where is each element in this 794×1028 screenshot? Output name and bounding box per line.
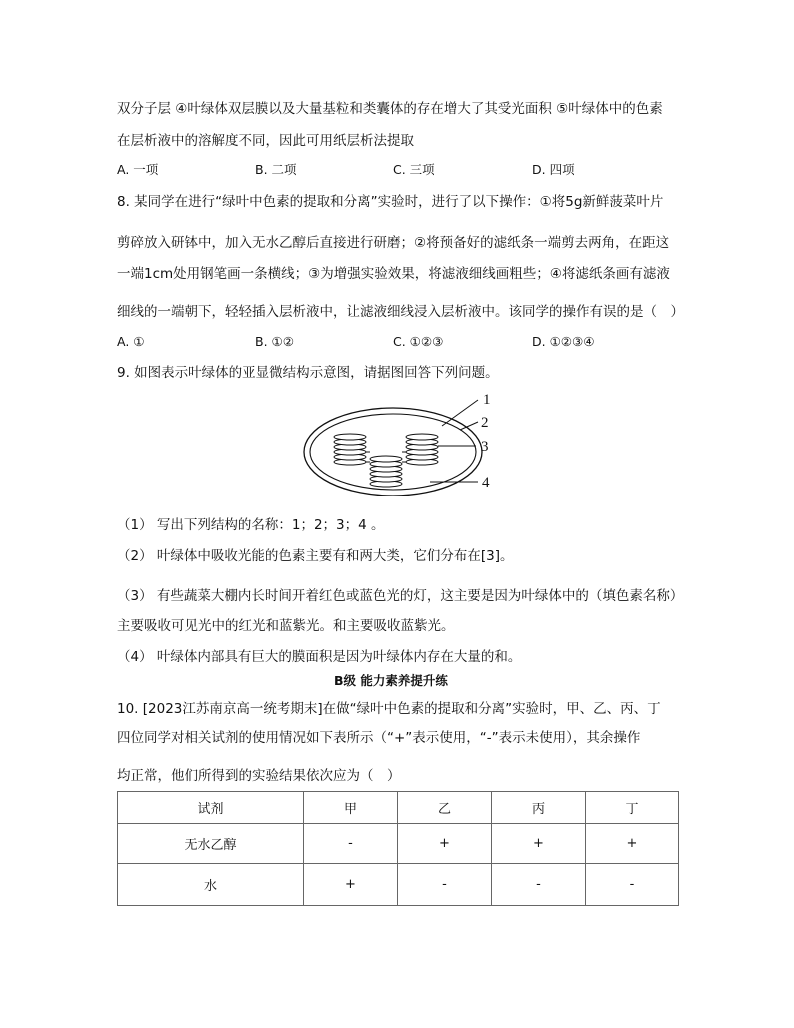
table-cell: 无水乙醇 [118,824,304,864]
q8-option-a: A. ① [117,334,145,349]
table-cell: + [304,864,398,906]
table-header-cell: 甲 [304,792,398,824]
figure-label-4: 4 [482,475,490,491]
leader-line-1 [442,400,478,426]
table-cell: - [398,864,492,906]
q8-option-c: C. ①②③ [393,334,444,349]
q7-option-b: B. 二项 [255,162,297,177]
table-header-cell: 试剂 [118,792,304,824]
q9-sub2: （2） 叶绿体中吸收光能的色素主要有和两大类，它们分布在[3]。 [117,548,514,564]
q9-sub4: （4） 叶绿体内部具有巨大的膜面积是因为叶绿体内存在大量的和。 [117,649,522,665]
q7-text-line1: 双分子层 ④叶绿体双层膜以及大量基粒和类囊体的存在增大了其受光面积 ⑤叶绿体中的色素 [117,101,663,117]
q10-text-line3: 均正常，他们所得到的实验结果依次应为（ ） [117,768,401,784]
table-header-cell: 乙 [398,792,492,824]
table-cell: - [586,864,679,906]
figure-label-2: 2 [481,415,489,431]
q7-option-a: A. 一项 [117,162,159,177]
q7-option-d: D. 四项 [532,162,575,177]
q8-text-line1: 8. 某同学在进行“绿叶中色素的提取和分离”实验时，进行了以下操作：①将5g新鲜菠菜叶片 [117,194,664,210]
q7-text-line2: 在层析液中的溶解度不同，因此可用纸层析法提取 [117,133,414,149]
granum-middle [370,456,402,487]
table-header-cell: 丁 [586,792,679,824]
q9-sub1: （1） 写出下列结构的名称：1；2；3；4 。 [117,517,385,533]
granum-left [334,434,366,465]
reagent-table [117,791,679,906]
table-cell: + [492,824,586,864]
table-header-cell: 丙 [492,792,586,824]
table-cell: + [398,824,492,864]
table-header-row [118,792,679,824]
q8-option-b: B. ①② [255,334,294,349]
table-row [118,824,679,864]
figure-label-3: 3 [481,439,489,455]
figure-label-1: 1 [483,392,491,408]
section-heading: B级 能力素养提升练 [334,673,448,688]
chloroplast-diagram [300,390,500,496]
table-cell: + [586,824,679,864]
q9-sub3-line2: 主要吸收可见光中的红光和蓝紫光。和主要吸收蓝紫光。 [117,618,455,634]
q10-text-line1: 10. [2023江苏南京高一统考期末]在做“绿叶中色素的提取和分离”实验时，甲、乙、丙、丁 [117,701,661,717]
table-row [118,864,679,906]
q7-option-c: C. 三项 [393,162,435,177]
table-cell: - [304,824,398,864]
q8-text-line4: 细线的一端朝下，轻轻插入层析液中，让滤液细线浸入层析液中。该同学的操作有误的是（ ） [117,304,684,320]
table-cell: 水 [118,864,304,906]
table-cell: - [492,864,586,906]
q8-option-d: D. ①②③④ [532,334,595,349]
q9-sub3-line1: （3） 有些蔬菜大棚内长时间开着红色或蓝色光的灯，这主要是因为叶绿体中的（填色素名称） [117,588,684,604]
q9-intro: 9. 如图表示叶绿体的亚显微结构示意图，请据图回答下列问题。 [117,365,499,381]
granum-right [406,434,438,465]
q10-text-line2: 四位同学对相关试剂的使用情况如下表所示（“+”表示使用，“-”表示未使用），其余操作 [117,730,641,746]
q8-text-line3: 一端1cm处用钢笔画一条横线；③为增强实验效果，将滤液细线画粗些；④将滤纸条画有滤液 [117,266,670,282]
q8-text-line2: 剪碎放入研钵中，加入无水乙醇后直接进行研磨；②将预备好的滤纸条一端剪去两角，在距这 [117,235,670,251]
